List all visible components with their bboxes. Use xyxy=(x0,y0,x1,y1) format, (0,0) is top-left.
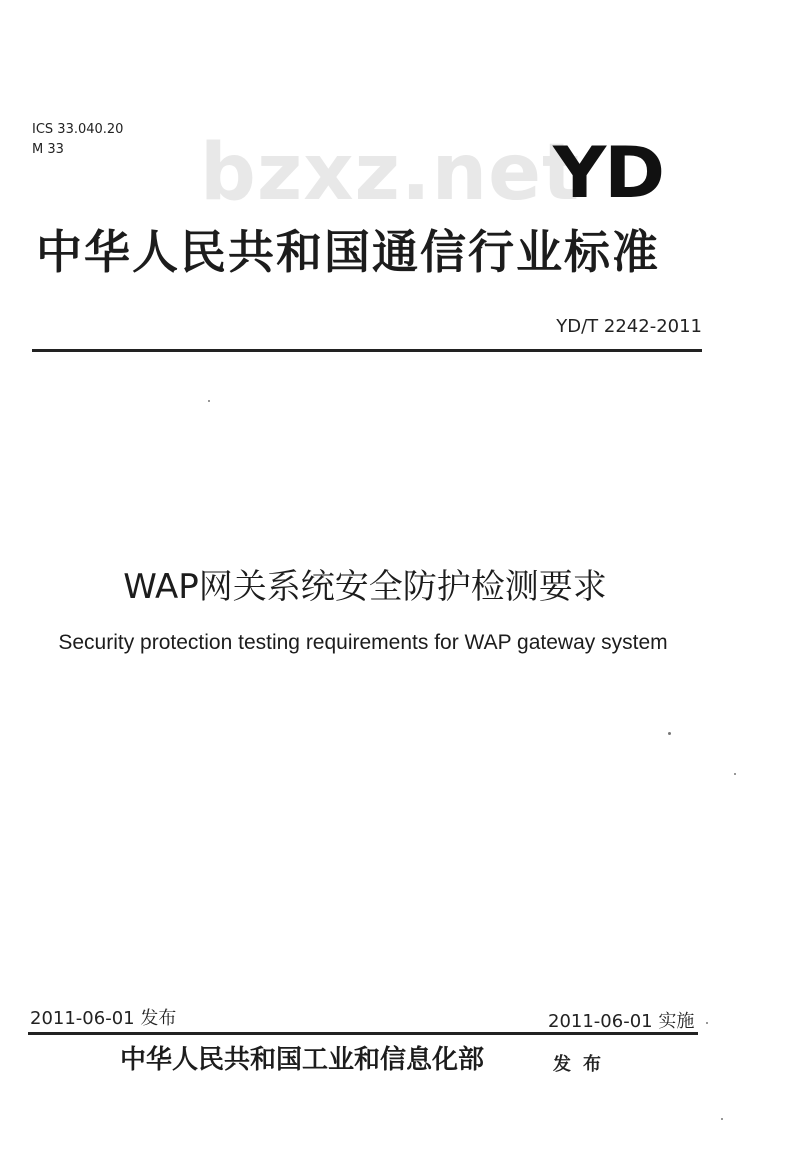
top-divider xyxy=(32,349,702,352)
issue-date: 2011-06-01 发布 xyxy=(30,1008,177,1029)
scan-speck xyxy=(721,1118,723,1120)
document-title-chinese: WAP网关系统安全防护检测要求 xyxy=(123,567,607,607)
yd-logo: YD xyxy=(553,132,664,214)
classification-code: M 33 xyxy=(32,142,64,157)
publisher-name: 中华人民共和国工业和信息化部 xyxy=(120,1045,485,1075)
document-title-english: Security protection testing requirements for WAP gateway system xyxy=(58,631,668,654)
watermark: bzxz.net xyxy=(200,128,581,218)
ics-code: ICS 33.040.20 xyxy=(32,122,124,137)
publish-label: 发布 xyxy=(553,1054,613,1075)
bottom-divider xyxy=(28,1032,698,1035)
standard-title: 中华人民共和国通信行业标准 xyxy=(36,225,660,279)
standard-number: YD/T 2242-2011 xyxy=(556,316,702,337)
scan-speck xyxy=(208,400,210,402)
ics-block xyxy=(32,120,123,160)
scan-speck xyxy=(668,732,671,735)
scan-speck xyxy=(706,1022,708,1024)
scan-speck xyxy=(734,773,736,775)
implementation-date: 2011-06-01 实施 xyxy=(548,1011,695,1032)
